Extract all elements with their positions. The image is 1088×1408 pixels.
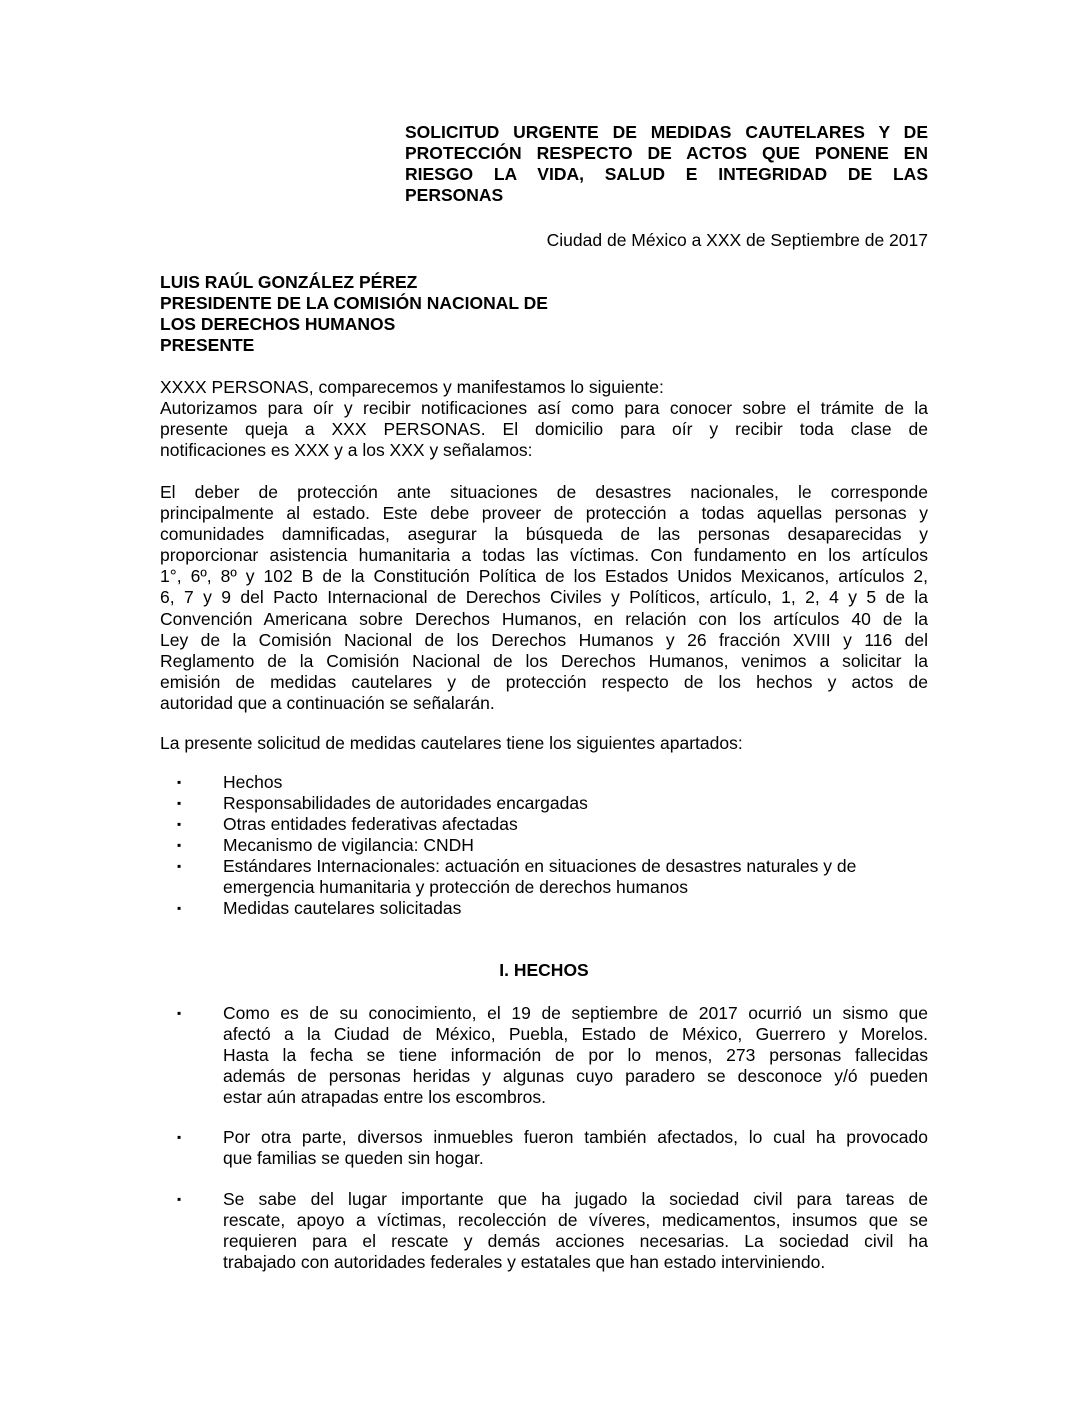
hechos-line: estar aún atrapadas entre los escombros. xyxy=(223,1087,546,1107)
list-item xyxy=(160,793,928,814)
hechos-text xyxy=(223,1127,928,1169)
paragraph-line: Reglamento de la Comisión Nacional de los Derechos Humanos, venimos a solicitar la xyxy=(160,650,928,671)
paragraph-line: comunidades damnificadas, asegurar la búsqueda de las personas desaparecidas y xyxy=(160,524,928,545)
hechos-line: Como es de su conocimiento, el 19 de septiembre de 2017 ocurrió un sismo que xyxy=(223,1003,928,1023)
paragraph-line: autoridad que a continuación se señalarán. xyxy=(160,692,495,713)
hechos-line: trabajado con autoridades federales y estatales que han estado interviniendo. xyxy=(223,1252,826,1272)
bullet-icon: ▪ xyxy=(177,901,182,915)
sections-list xyxy=(160,772,928,919)
intro-line: XXXX PERSONAS, comparecemos y manifestamos lo siguiente: xyxy=(160,377,664,397)
bullet-icon: ▪ xyxy=(177,817,182,831)
sections-intro: La presente solicitud de medidas cautelares tiene los siguientes apartados: xyxy=(160,733,743,753)
section-heading-hechos: I. HECHOS xyxy=(499,960,589,980)
hechos-line: además de personas heridas y algunas cuyo paradero se desconoce y/ó pueden xyxy=(223,1066,928,1086)
list-item-text: Otras entidades federativas afectadas xyxy=(223,814,518,834)
list-item xyxy=(160,772,928,793)
title-line: PROTECCIÓN RESPECTO DE ACTOS QUE PONENE EN xyxy=(405,143,928,163)
date-line: Ciudad de México a XXX de Septiembre de 2017 xyxy=(546,230,928,250)
paragraph-line: El deber de protección ante situaciones de desastres nacionales, le corresponde xyxy=(160,482,928,502)
list-item-text: Hechos xyxy=(223,772,283,792)
title-line: RIESGO LA VIDA, SALUD E INTEGRIDAD DE LAS xyxy=(405,164,928,184)
title-line: SOLICITUD URGENTE DE MEDIDAS CAUTELARES Y DE xyxy=(405,122,928,142)
hechos-line: afectó a la Ciudad de México, Puebla, Estado de México, Guerrero y Morelos. xyxy=(223,1024,928,1044)
list-item-text: Responsabilidades de autoridades encargadas xyxy=(223,793,588,813)
bullet-icon: ▪ xyxy=(177,1006,182,1020)
addressee-present: PRESENTE xyxy=(160,335,255,355)
intro-line: notificaciones es XXX y a los XXX y señalamos: xyxy=(160,440,533,461)
title-line: PERSONAS xyxy=(405,185,504,205)
paragraph-line: Ley de la Comisión Nacional de los Derechos Humanos y 26 fracción XVIII y 116 del xyxy=(160,629,928,650)
protection-paragraph xyxy=(160,482,928,714)
list-item xyxy=(160,898,928,919)
addressee-position: PRESIDENTE DE LA COMISIÓN NACIONAL DE xyxy=(160,293,548,313)
list-item xyxy=(160,856,928,898)
list-item xyxy=(160,835,928,856)
list-item-text: Medidas cautelares solicitadas xyxy=(223,898,462,918)
hechos-line: requieren para el rescate y demás acciones necesarias. La sociedad civil ha xyxy=(223,1231,928,1251)
bullet-icon: ▪ xyxy=(177,838,182,852)
hechos-line: Hasta la fecha se tiene información de por lo menos, 273 personas fallecidas xyxy=(223,1045,928,1065)
hechos-item xyxy=(160,1127,928,1169)
list-item xyxy=(160,814,928,835)
intro-paragraph xyxy=(160,377,928,461)
hechos-line: Se sabe del lugar importante que ha jugado la sociedad civil para tareas de xyxy=(223,1189,928,1209)
paragraph-line: Convención Americana sobre Derechos Humanos, en relación con los artículos 40 de la xyxy=(160,608,928,629)
intro-line: presente queja a XXX PERSONAS. El domicilio para oír y recibir toda clase de xyxy=(160,419,928,440)
hechos-text xyxy=(223,1189,928,1273)
paragraph-line: 6, 7 y 9 del Pacto Internacional de Derechos Civiles y Políticos, artículo, 1, 2, 4 y 5 de la xyxy=(160,587,928,608)
bullet-icon: ▪ xyxy=(177,1192,182,1206)
paragraph-line: emisión de medidas cautelares y de protección respecto de los hechos y actos de xyxy=(160,671,928,692)
addressee-name: LUIS RAÚL GONZÁLEZ PÉREZ xyxy=(160,272,418,292)
addressee-position: LOS DERECHOS HUMANOS xyxy=(160,314,396,334)
document-title xyxy=(405,122,928,206)
bullet-icon: ▪ xyxy=(177,775,182,789)
bullet-icon: ▪ xyxy=(177,796,182,810)
bullet-icon: ▪ xyxy=(177,1130,182,1144)
hechos-text xyxy=(223,1003,928,1108)
hechos-line: Por otra parte, diversos inmuebles fueron también afectados, lo cual ha provocado xyxy=(223,1127,928,1147)
hechos-item xyxy=(160,1189,928,1273)
hechos-item xyxy=(160,1003,928,1108)
paragraph-line: principalmente al estado. Este debe proveer de protección a todas aquellas personas y xyxy=(160,503,928,524)
list-item-text: Mecanismo de vigilancia: CNDH xyxy=(223,835,474,855)
hechos-line: rescate, apoyo a víctimas, recolección de víveres, medicamentos, insumos que se xyxy=(223,1210,928,1230)
addressee-block xyxy=(160,272,548,356)
paragraph-line: 1°, 6º, 8º y 102 B de la Constitución Política de los Estados Unidos Mexicanos, artículos 2, xyxy=(160,566,928,587)
list-item-text: Estándares Internacionales: actuación en situaciones de desastres naturales y de xyxy=(223,856,857,876)
list-item-text: emergencia humanitaria y protección de derechos humanos xyxy=(223,877,688,897)
paragraph-line: proporcionar asistencia humanitaria a todas las víctimas. Con fundamento en los artículos xyxy=(160,545,928,566)
intro-line: Autorizamos para oír y recibir notificaciones así como para conocer sobre el trámite de la xyxy=(160,398,928,419)
hechos-line: que familias se queden sin hogar. xyxy=(223,1148,484,1168)
bullet-icon: ▪ xyxy=(177,859,182,873)
